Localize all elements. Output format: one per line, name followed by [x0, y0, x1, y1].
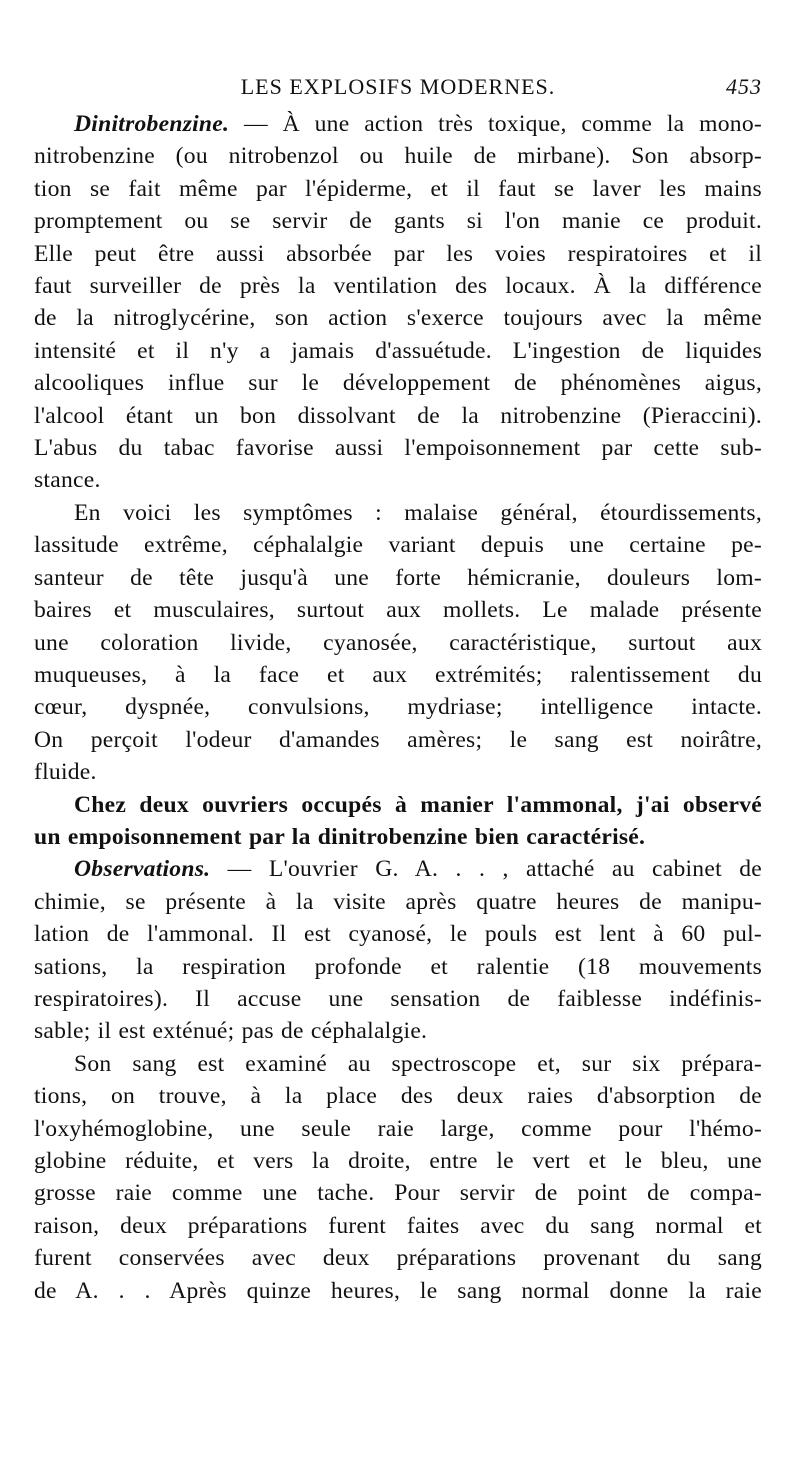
paragraph-lead: Observations. [74, 856, 211, 883]
text-line: de A. . . Après quinze heures, le sang normal donne la raie [34, 1277, 762, 1304]
text-line: une coloration livide, cyanosée, caractéristique, surtout aux [34, 629, 762, 656]
text-line: L'abus du tabac favorise aussi l'empoisonnement par cette sub- [34, 435, 762, 462]
text-line: tion se fait même par l'épiderme, et il faut se laver les mains [34, 175, 762, 202]
paragraph-dinitrobenzine [34, 108, 762, 497]
text-line: muqueuses, à la face et aux extrémités; ralentissement du [34, 661, 762, 688]
text-line: santeur de tête jusqu'à une forte hémicranie, douleurs lom- [34, 564, 762, 591]
body-text [34, 108, 762, 1307]
text-line: furent conservées avec deux préparations provenant du sang [34, 1245, 762, 1272]
paragraph-symptomes [34, 497, 762, 789]
text-line: intensité et il n'y a jamais d'assuétude. L'ingestion de liquides [34, 337, 762, 364]
page-number: 453 [726, 74, 762, 99]
text-line: promptement ou se servir de gants si l'on manie ce produit. [34, 208, 762, 235]
text-line: Dinitrobenzine. — À une action très toxique, comme la mono- [74, 111, 762, 137]
text-line: grosse raie comme une tache. Pour servir de point de compa- [34, 1180, 762, 1207]
page [34, 68, 762, 1458]
text-line: alcooliques influe sur le développement de phénomènes aigus, [34, 370, 762, 397]
text-line: raison, deux préparations furent faites avec du sang normal et [34, 1212, 762, 1239]
text-line: lassitude extrême, céphalalgie variant depuis une certaine pe- [34, 532, 762, 559]
text-line: fluide. [34, 759, 97, 786]
text-line: tions, on trouve, à la place des deux raies d'absorption de [34, 1083, 762, 1110]
text-line: l'alcool étant un bon dissolvant de la nitrobenzine (Pieraccini). [34, 402, 762, 429]
paragraph-observations [34, 853, 762, 1047]
paragraph-spectroscope [34, 1048, 762, 1307]
running-title: LES EXPLOSIFS MODERNES. [240, 74, 556, 99]
text-line: lation de l'ammonal. Il est cyanosé, le pouls est lent à 60 pul- [34, 921, 762, 948]
text-line: Observations. — L'ouvrier G. A. . . , attaché au cabinet de [74, 856, 762, 883]
running-head [34, 68, 762, 108]
text-line: nitrobenzine (ou nitrobenzol ou huile de mirbane). Son absorp- [34, 143, 762, 170]
text-line: En voici les symptômes : malaise général, étourdissements, [74, 499, 762, 526]
text-line: cœur, dyspnée, convulsions, mydriase; intelligence intacte. [34, 694, 762, 721]
text-line: sations, la respiration profonde et ralentie (18 mouvements [34, 953, 762, 980]
text-line: baires et musculaires, surtout aux mollets. Le malade présente [34, 597, 762, 624]
text-line: Son sang est examiné au spectroscope et, sur six prépara- [74, 1050, 762, 1077]
text-line: faut surveiller de près la ventilation des locaux. À la différence [34, 273, 762, 300]
text-line: globine réduite, et vers la droite, entre le vert et le bleu, une [34, 1148, 762, 1174]
text-line: Chez deux ouvriers occupés à manier l'ammonal, j'ai observé [74, 791, 762, 818]
text-line: de la nitroglycérine, son action s'exerce toujours avec la même [34, 305, 762, 332]
text-line: chimie, se présente à la visite après quatre heures de manipu- [34, 888, 762, 915]
paragraph-ouvriers [34, 789, 762, 854]
text-line: Elle peut être aussi absorbée par les voies respiratoires et il [34, 240, 762, 267]
text-line: sable; il est exténué; pas de céphalalgie. [34, 1018, 428, 1045]
paragraph-lead: Dinitrobenzine. [74, 111, 230, 137]
text-line: On perçoit l'odeur d'amandes amères; le sang est noirâtre, [34, 726, 762, 753]
text-line: respiratoires). Il accuse une sensation de faiblesse indéfinis- [34, 985, 762, 1012]
text-line: stance. [34, 467, 101, 494]
text-line: un empoisonnement par la dinitrobenzine bien caractérisé. [34, 823, 646, 850]
text-line: l'oxyhémoglobine, une seule raie large, comme pour l'hémo- [34, 1115, 762, 1142]
